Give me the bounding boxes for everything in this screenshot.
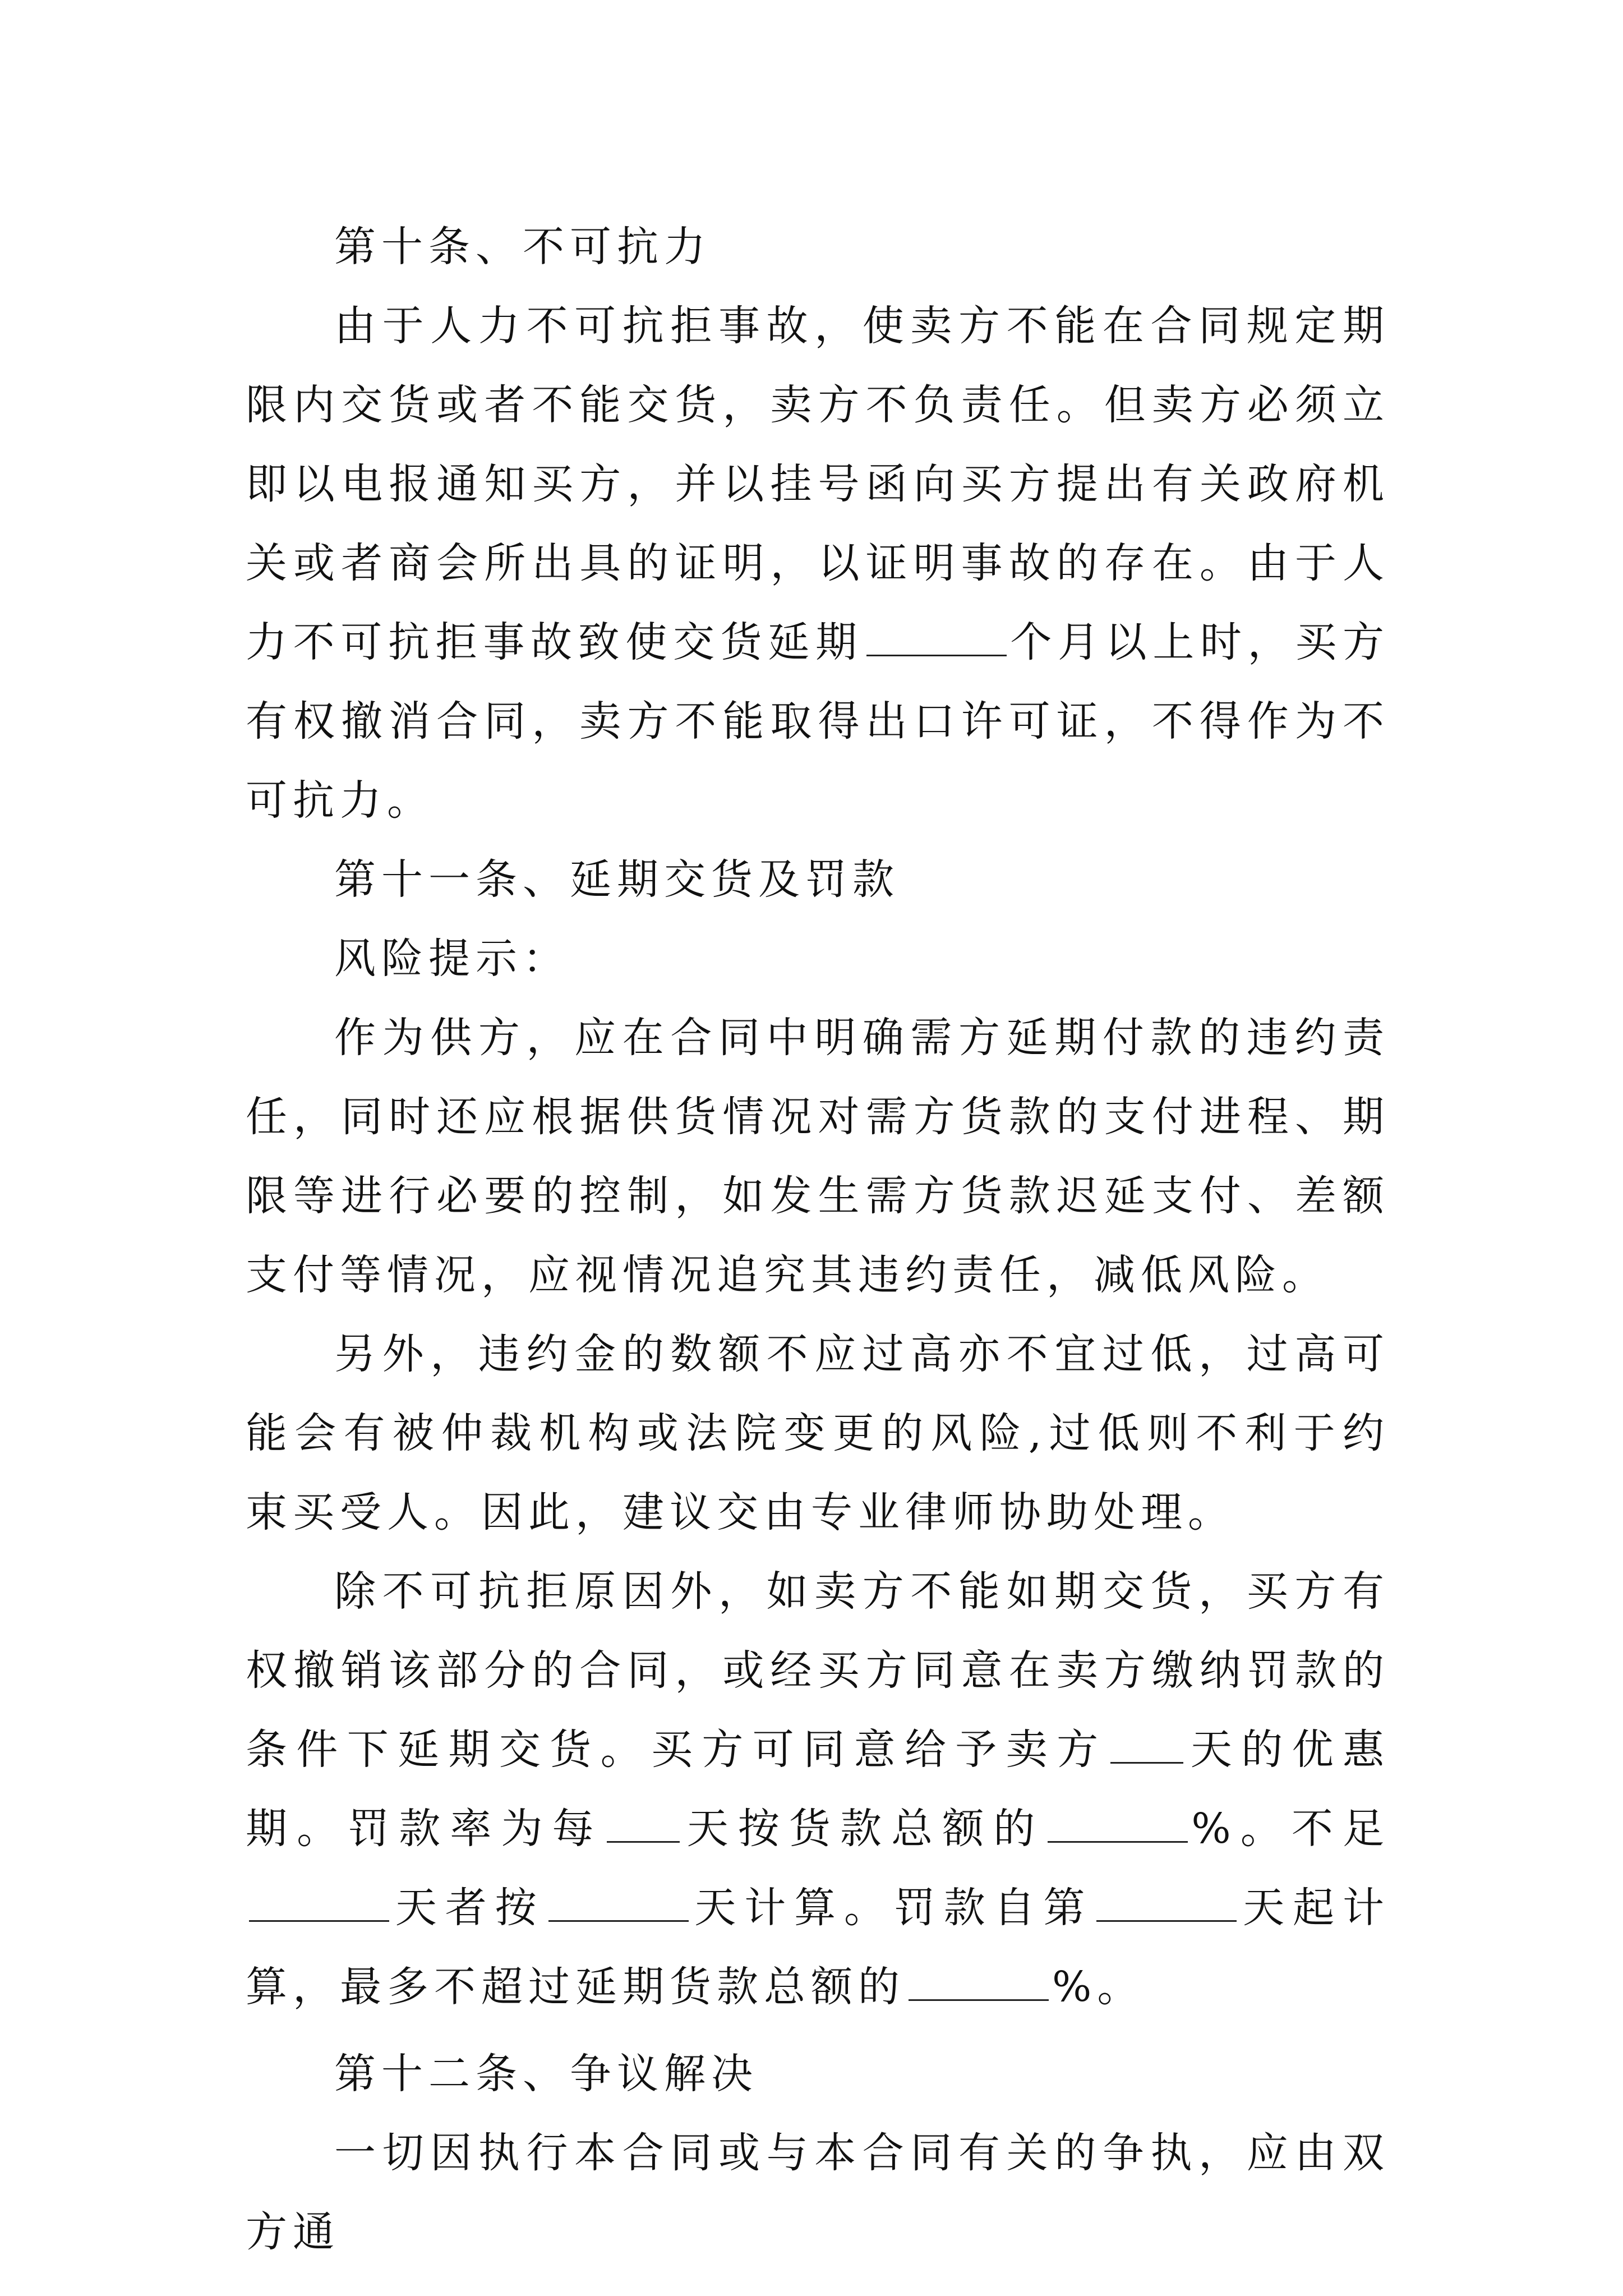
article-10-text-b: 个月以上时，买方有权撤消合同，卖方不能取得出口许可证，不得作为不可抗力。	[246, 618, 1390, 825]
article-10-text-a: 由于人力不可抗拒事故，使卖方不能在合同规定期限内交货或者不能交货，卖方不负责任。但卖方必须立即以电报通知买方，并以挂号函向买方提出有关政府机关或者商会所出具的证明，以证明事故的存在。由于人力不可抗拒事故致使交货延期	[246, 302, 1390, 666]
blank-line	[1110, 1723, 1183, 1764]
penalty-text-2: 天的优惠期。罚款率为每	[246, 1726, 1390, 1853]
risk-tip-paragraph-2: 另外，违约金的数额不应过高亦不宜过低，过高可能会有被仲裁机构或法院变更的风险,过低则不利于约束买受人。因此，建议交由专业律师协助处理。	[246, 1330, 1390, 1536]
risk-tip-label: 风险提示：	[334, 935, 570, 983]
article-12-paragraph: 一切因执行本合同或与本合同有关的争执，应由双方通	[246, 2129, 1390, 2256]
penalty-text-1: 除不可抗拒原因外，如卖方不能如期交货，买方有权撤销该部分的合同，或经买方同意在卖方缴纳罚款的条件下延期交货。买方可同意给予卖方	[246, 1567, 1390, 1774]
document-body	[246, 208, 1390, 2272]
penalty-paragraph	[246, 1552, 1390, 2027]
penalty-text-3: 天按货款总额的	[683, 1805, 1045, 1853]
blank-line	[909, 1960, 1049, 2001]
penalty-text-8: %。	[1052, 1963, 1145, 2011]
article-11-heading: 第十一条、延期交货及罚款	[334, 855, 900, 904]
penalty-text-7: 天起计算，最多不超过延期货款总额的	[246, 1884, 1390, 2011]
article-12-heading: 第十二条、争议解决	[334, 2050, 758, 2098]
penalty-text-4: %。不足	[1191, 1805, 1390, 1853]
article-10-paragraph	[246, 287, 1390, 840]
blank-line	[1048, 1802, 1188, 1843]
risk-tip-paragraph-1: 作为供方，应在合同中明确需方延期付款的违约责任，同时还应根据供货情况对需方货款的支付进程、期限等进行必要的控制，如发生需方货款迟延支付、差额支付等情况，应视情况追究其违约责任，减低风险。	[246, 1014, 1390, 1299]
blank-line	[607, 1802, 680, 1843]
article-10-heading: 第十条、不可抗力	[334, 223, 711, 271]
blank-line	[1096, 1881, 1237, 1922]
penalty-text-5: 天者按	[393, 1884, 545, 1932]
blank-line	[866, 615, 1007, 656]
penalty-text-6: 天计算。罚款自第	[691, 1884, 1094, 1932]
blank-line	[548, 1881, 689, 1922]
blank-line	[249, 1881, 389, 1922]
